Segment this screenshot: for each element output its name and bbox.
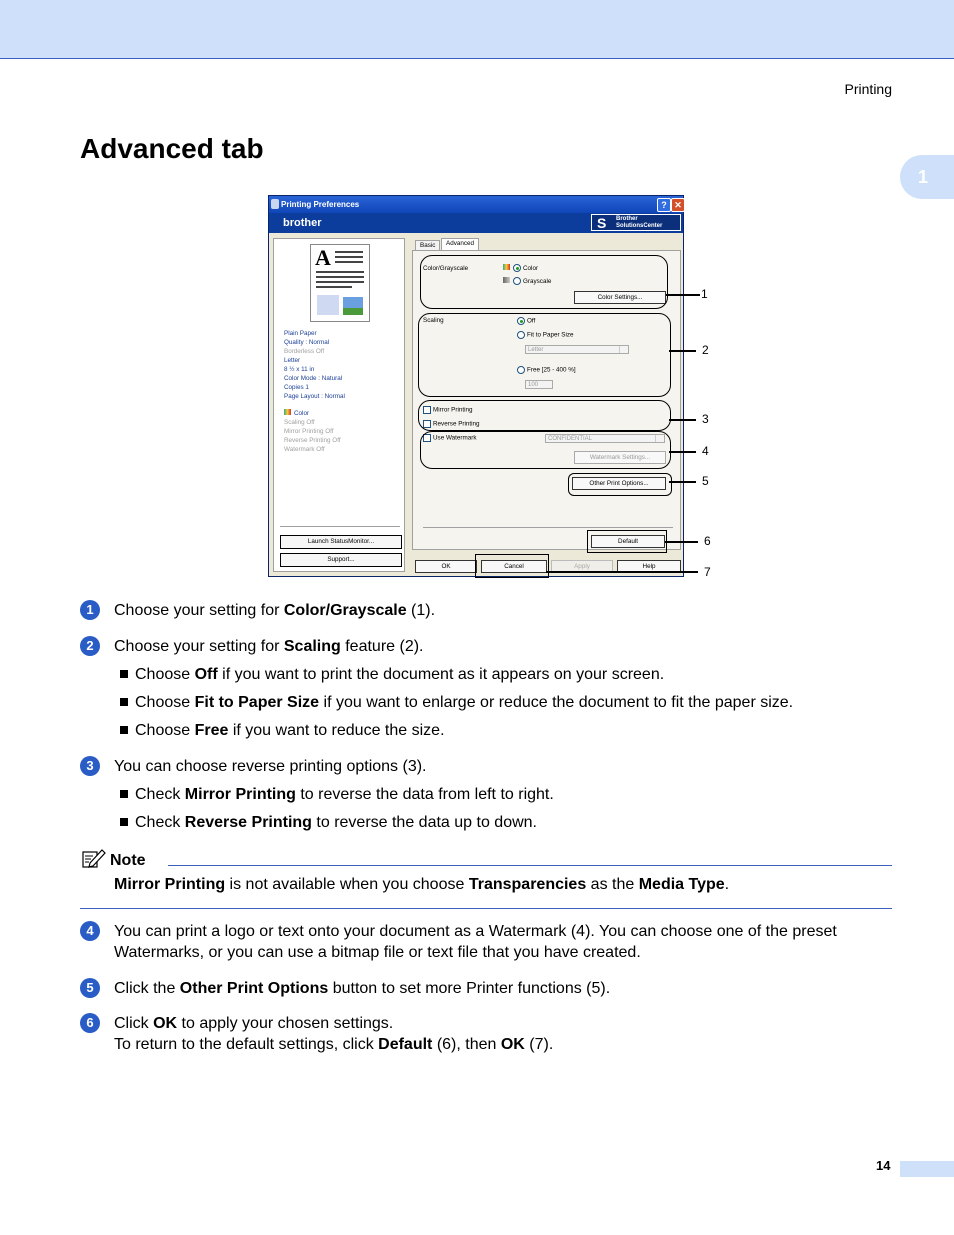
solutions-center-line2: SolutionsCenter [616,223,663,229]
paper-size-select[interactable]: Letter [525,345,629,354]
page-preview [310,244,370,322]
step-number: 3 [80,756,100,776]
apply-button[interactable]: Apply [551,560,613,573]
color-settings-button[interactable]: Color Settings... [574,291,666,304]
summary-watermark: Watermark Off [284,446,325,453]
printer-icon [271,199,279,209]
summary-dimensions: 8 ½ x 11 in [284,366,315,373]
scaling-off-radio[interactable]: Off [517,317,535,325]
free-percent-input[interactable]: 100 [525,380,553,389]
fit-to-paper-radio[interactable]: Fit to Paper Size [517,331,574,339]
help-icon[interactable]: ? [657,198,671,212]
step-number: 2 [80,636,100,656]
callout-3-outline [418,400,671,431]
scaling-label: Scaling [423,317,444,324]
summary-borderless: Borderless Off [284,348,325,355]
page-title: Advanced tab [80,133,264,164]
step-number: 4 [80,921,100,941]
close-icon[interactable]: ✕ [671,198,685,212]
preview-letter-icon: A [315,245,331,270]
color-radio[interactable]: Color [503,264,538,272]
callout-1-outline [420,255,668,309]
note-body: Mirror Printing is not available when you choose Transparencies as the Media Type. [114,876,730,893]
color-grayscale-label: Color/Grayscale [423,265,469,272]
summary-paper-type: Plain Paper [284,330,317,337]
support-button[interactable]: Support... [280,553,402,567]
top-band [0,0,954,59]
reverse-bullet-mirror: Check Mirror Printing to reverse the data from left to right. [120,784,554,805]
callout-6-line [665,541,698,543]
callout-7-outline [475,554,549,578]
callout-1-number: 1 [701,287,708,301]
callout-5-outline [568,473,672,496]
printing-preferences-screenshot [268,195,684,577]
summary-reverse: Reverse Printing Off [284,437,341,444]
summary-quality: Quality : Normal [284,339,330,346]
callout-4-line [669,451,696,453]
summary-color: Color [284,409,309,418]
summary-color-mode: Color Mode : Natural [284,375,343,382]
default-button[interactable]: Default [591,535,665,548]
chapter-tab: 1 [900,155,954,199]
step-number: 5 [80,978,100,998]
grayscale-radio[interactable]: Grayscale [503,277,551,285]
summary-pane [273,238,405,572]
scaling-bullet-fit: Choose Fit to Paper Size if you want to enlarge or reduce the document to fit the paper size. [120,692,793,713]
note-top-rule [168,865,892,866]
note-header: Note [80,847,146,870]
callout-6-number: 6 [704,534,711,548]
section-header: Printing [844,81,892,97]
callout-2-number: 2 [702,343,709,357]
watermark-settings-button[interactable]: Watermark Settings... [574,451,666,464]
dialog-titlebar [269,196,683,213]
step-number: 6 [80,1013,100,1033]
solutions-center-button[interactable] [591,214,681,231]
color-swatch-icon [284,409,291,415]
step-number: 1 [80,600,100,620]
callout-3-number: 3 [702,412,709,426]
callout-7-line [546,571,698,573]
preview-chart-icon [317,295,339,315]
callout-2-line [669,350,696,352]
summary-scaling: Scaling Off [284,419,315,426]
callout-5-line [669,481,696,483]
use-watermark-checkbox[interactable]: Use Watermark [423,434,477,442]
tab-advanced[interactable]: Advanced [441,238,479,251]
note-bottom-rule [80,908,892,909]
page-number: 14 [876,1158,891,1173]
dialog-title: Printing Preferences [281,200,360,209]
help-button[interactable]: Help [617,560,681,573]
brother-logo: brother [283,217,322,229]
summary-mirror: Mirror Printing Off [284,428,334,435]
ok-button[interactable]: OK [415,560,477,573]
cancel-button[interactable]: Cancel [481,560,547,573]
brand-bar [269,213,683,233]
callout-3-line [669,419,696,421]
note-pencil-icon [80,847,108,869]
solutions-center-line1: Brother [616,216,638,222]
launch-status-monitor-button[interactable]: Launch StatusMonitor... [280,535,402,549]
mirror-printing-checkbox[interactable]: Mirror Printing [423,406,473,414]
callout-1-line [666,294,700,296]
preview-photo-icon [343,297,363,315]
reverse-bullet-reverse: Check Reverse Printing to reverse the data up to down. [120,812,537,833]
callout-2-outline [418,313,671,397]
free-radio[interactable]: Free [25 - 400 %] [517,366,576,374]
summary-page-layout: Page Layout : Normal [284,393,345,400]
callout-4-outline [420,431,671,469]
tab-basic[interactable]: Basic [415,240,440,251]
scaling-bullet-off: Choose Off if you want to print the document as it appears on your screen. [120,664,664,685]
callout-5-number: 5 [702,474,709,488]
summary-copies: Copies 1 [284,384,309,391]
reverse-printing-checkbox[interactable]: Reverse Printing [423,420,480,428]
scaling-bullet-free: Choose Free if you want to reduce the size. [120,720,445,741]
other-print-options-button[interactable]: Other Print Options... [572,477,666,490]
callout-4-number: 4 [702,444,709,458]
callout-7-number: 7 [704,565,711,579]
callout-6-outline [587,530,667,553]
solutions-center-icon: S [597,215,607,231]
page-number-bar [900,1161,954,1177]
watermark-select[interactable]: CONFIDENTIAL [545,434,665,443]
summary-paper-size: Letter [284,357,301,364]
